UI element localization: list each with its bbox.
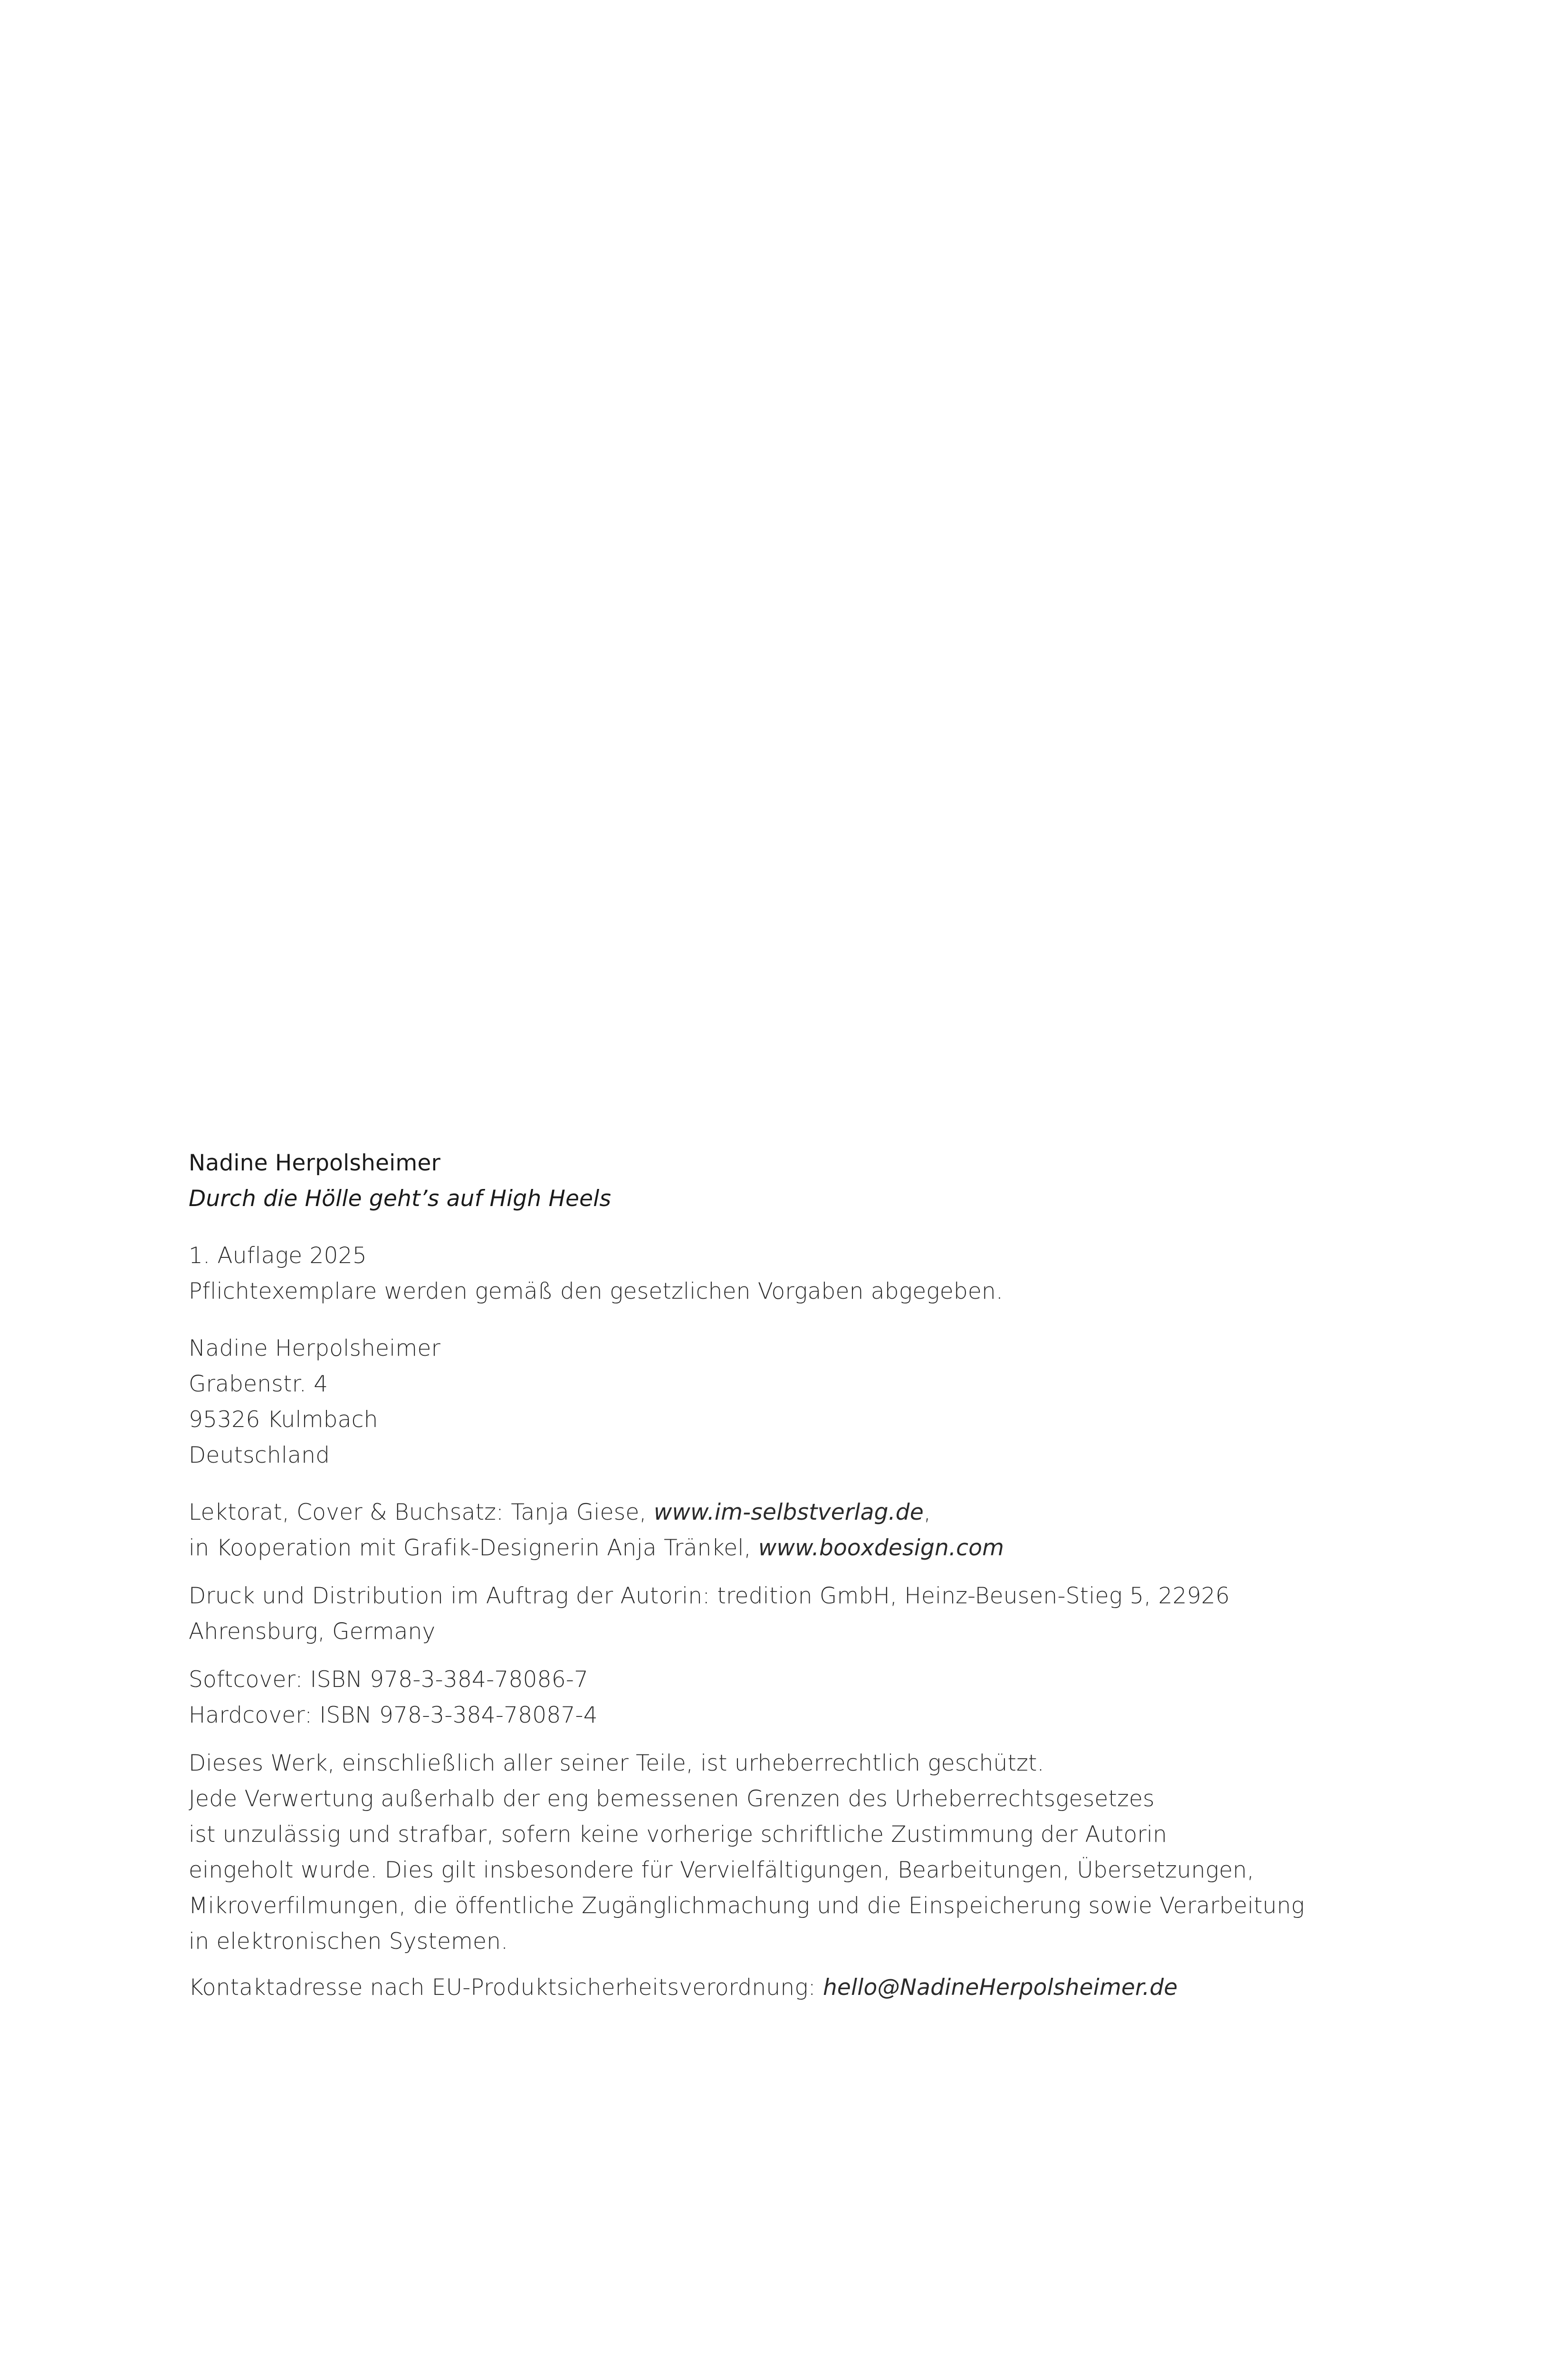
edition-line: 1. Auflage 2025 <box>189 1243 367 1269</box>
contact-line <box>189 1970 1405 2005</box>
isbn-softcover: Softcover: ISBN 978-3-384-78086-7 <box>189 1667 589 1693</box>
address-street: Grabenstr. 4 <box>189 1371 328 1397</box>
imprint-block <box>189 1145 1405 2005</box>
copyright-line: Mikroverfilmungen, die öffentliche Zugänglichmachung und die Einspeicherung sowie Verarbeitung <box>189 1893 1305 1919</box>
address-name: Nadine Herpolsheimer <box>189 1335 440 1361</box>
credits-line-2 <box>189 1530 1405 1566</box>
copyright-line: Dieses Werk, einschließlich aller seiner Teile, ist urheberrechtlich geschützt. <box>189 1750 1044 1776</box>
credits-editor-text: Lektorat, Cover & Buchsatz: Tanja Giese, <box>189 1499 654 1525</box>
address-country: Deutschland <box>189 1442 330 1468</box>
book-title: Durch die Hölle geht’s auf High Heels <box>189 1186 612 1212</box>
distribution-info <box>189 1578 1405 1649</box>
copyright-line: in elektronischen Systemen. <box>189 1928 508 1954</box>
address-city: 95326 Kulmbach <box>189 1407 378 1433</box>
selbstverlag-link[interactable]: www.im-selbstverlag.de <box>653 1499 924 1525</box>
deposit-copies-line: Pflichtexemplare werden gemäß den gesetzlichen Vorgaben abgegeben. <box>189 1278 1004 1304</box>
contact-info <box>189 1970 1405 2005</box>
isbn-info <box>189 1662 1405 1733</box>
author-address <box>189 1331 1405 1473</box>
copyright-line: eingeholt wurde. Dies gilt insbesondere für Vervielfältigungen, Bearbeitungen, Übersetzungen, <box>189 1857 1254 1883</box>
book-header <box>189 1145 1405 1217</box>
credits-designer-text: in Kooperation mit Grafik-Designerin Anja Tränkel, <box>189 1535 758 1561</box>
credits-line-1 <box>189 1495 1405 1530</box>
copyright-line: Jede Verwertung außerhalb der eng bemessenen Grenzen des Urheberrechtsgesetzes <box>189 1786 1155 1812</box>
copyright-notice <box>189 1745 1405 1959</box>
edition-info <box>189 1238 1405 1309</box>
credits-line-1-suffix: , <box>923 1499 931 1525</box>
copyright-line: ist unzulässig und strafbar, sofern keine vorherige schriftliche Zustimmung der Autorin <box>189 1821 1167 1848</box>
isbn-hardcover: Hardcover: ISBN 978-3-384-78087-4 <box>189 1702 598 1728</box>
booxdesign-link[interactable]: www.booxdesign.com <box>758 1535 1004 1561</box>
distribution-line-1: Druck und Distribution im Auftrag der Autorin: tredition GmbH, Heinz-Beusen-Stieg 5, 22926 <box>189 1583 1230 1609</box>
distribution-line-2: Ahrensburg, Germany <box>189 1619 436 1645</box>
book-author: Nadine Herpolsheimer <box>189 1150 440 1176</box>
contact-label: Kontaktadresse nach EU-Produktsicherheitsverordnung: <box>189 1974 823 2001</box>
credits <box>189 1495 1405 1566</box>
contact-email-link[interactable]: hello@NadineHerpolsheimer.de <box>822 1974 1178 2001</box>
